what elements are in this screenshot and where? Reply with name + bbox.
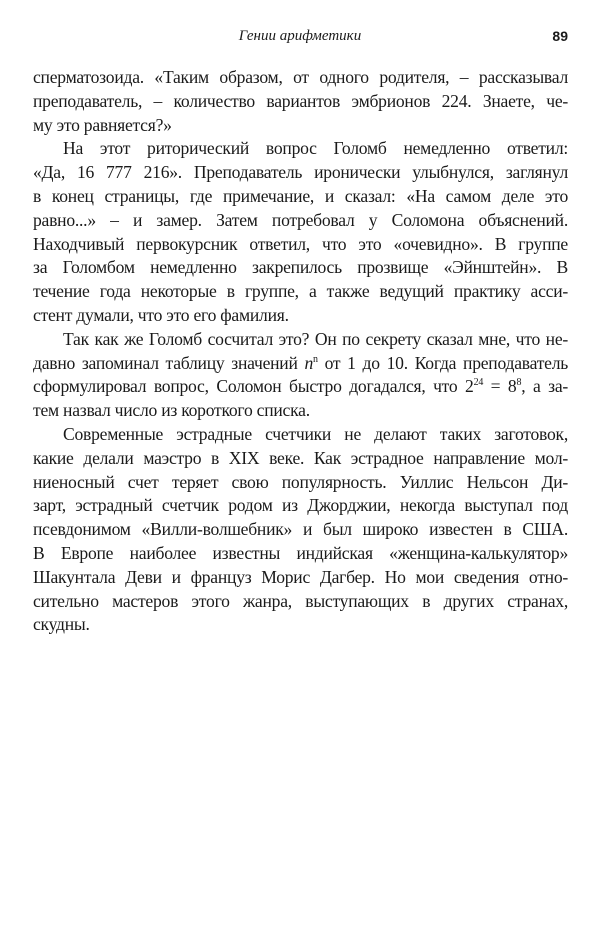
superscript: n	[313, 353, 318, 365]
text-line: псевдонимом «Вилли-волшебник» и был широко известен в США.	[33, 519, 568, 540]
text-segment: от 1 до 10. Когда преподаватель	[317, 352, 568, 373]
body-text	[33, 66, 568, 637]
text-segment: = 8	[483, 376, 517, 397]
text-line: Современные эстрадные счетчики не делают таких заготовок,	[63, 423, 568, 444]
text-line: На этот риторический вопрос Голомб немедленно ответил:	[63, 138, 568, 159]
text-line	[33, 352, 568, 376]
text-line: какие делали маэстро в XIX веке. Как эстрадное направление мол-	[33, 447, 568, 468]
text-line: течение года некоторые в группе, а также ведущий практику асси-	[33, 281, 568, 302]
text-line: за Голомбом немедленно закрепилось прозвище «Эйнштейн». В	[33, 257, 568, 278]
text-line: Так как же Голомб сосчитал это? Он по секрету сказал мне, что не-	[63, 328, 568, 349]
text-line: в конец страницы, где примечание, и сказал: «На самом деле это	[33, 185, 568, 206]
superscript: 8	[516, 377, 522, 389]
text-line: равно...» – и замер. Затем потребовал у Соломона объяснений.	[33, 209, 568, 230]
text-line: Шакунтала Деви и француз Морис Дагбер. Но мои сведения отно-	[33, 566, 568, 587]
page-number: 89	[552, 28, 568, 44]
text-line: скудны.	[33, 614, 90, 635]
paragraph	[33, 66, 568, 137]
text-line: В Европе наиболее известны индийская «женщина-калькулятор»	[33, 542, 568, 563]
superscript: 24	[473, 377, 484, 389]
text-segment: сформулировал вопрос, Соломон быстро догадался, что 2	[33, 376, 474, 397]
italic-variable: n	[304, 352, 314, 373]
text-line: «Да, 16 777 216». Преподаватель иронически улыбнулся, заглянул	[33, 162, 568, 183]
text-line	[33, 375, 568, 399]
text-line: зарт, эстрадный счетчик родом из Джорджии, некогда выступал под	[33, 495, 568, 516]
text-line: ниеносный счет теряет свою популярность. Уиллис Нельсон Ди-	[33, 471, 568, 492]
paragraph	[33, 137, 568, 327]
text-line: му это равняется?»	[33, 114, 172, 135]
text-line: сительно мастеров этого жанра, выступающих в других странах,	[33, 590, 568, 611]
text-segment: давно запоминал таблицу значений	[33, 352, 305, 373]
paragraph	[33, 423, 568, 637]
running-header-title: Гении арифметики	[238, 28, 362, 44]
text-line: сперматозоида. «Таким образом, от одного родителя, – рассказывал	[33, 67, 568, 87]
text-line: Находчивый первокурсник ответил, что это «очевидно». В группе	[33, 233, 568, 254]
text-line: тем назвал число из короткого списка.	[33, 400, 310, 421]
text-line: стент думали, что это его фамилия.	[33, 304, 289, 325]
paragraph	[33, 328, 568, 423]
text-segment: , а за-	[521, 376, 568, 397]
text-line: преподаватель, – количество вариантов эмбрионов 224. Знаете, че-	[33, 90, 568, 111]
